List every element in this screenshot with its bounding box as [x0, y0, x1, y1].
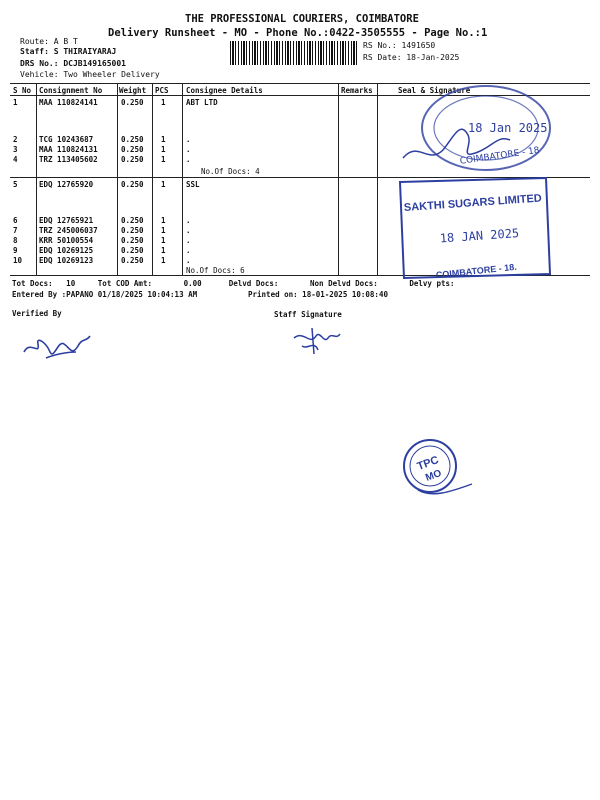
col-header-remarks: Remarks: [341, 86, 373, 95]
weight-cell: 0.250: [121, 145, 144, 154]
weight-cell: 0.250: [121, 180, 144, 189]
col-header-seal: Seal & Signature: [398, 86, 471, 95]
rs-date: RS Date: 18-Jan-2025: [363, 53, 460, 62]
sno-cell: 7: [13, 226, 18, 235]
barcode: [230, 41, 358, 65]
consignment-cell: KRR 50100554: [39, 236, 94, 245]
weight-cell: 0.250: [121, 236, 144, 245]
consignment-cell: TCG 10243687: [39, 135, 94, 144]
weight-cell: 0.250: [121, 246, 144, 255]
col-header-consignment: Consignment No: [39, 86, 103, 95]
pcs-cell: 1: [161, 256, 166, 265]
docs-count: No.Of Docs: 4: [201, 167, 260, 176]
pcs-cell: 1: [161, 135, 166, 144]
pcs-cell: 1: [161, 246, 166, 255]
consignment-cell: TRZ 245006037: [39, 226, 98, 235]
route-label: Route: A B T: [20, 37, 78, 46]
sno-cell: 10: [13, 256, 23, 265]
detail-cell: .: [186, 216, 191, 225]
pcs-cell: 1: [161, 98, 166, 107]
drs-label: DRS No.: DCJB149165001: [20, 59, 126, 68]
col-divider: [377, 83, 378, 275]
entered-by: Entered By :PAPANO 01/18/2025 10:04:13 AM: [12, 290, 198, 299]
col-header-consignee: Consignee Details: [186, 86, 263, 95]
col-header-sno: S No: [13, 86, 32, 95]
sno-cell: 2: [13, 135, 18, 144]
stamp-date: 18 Jan 2025: [468, 121, 548, 135]
detail-cell: .: [186, 145, 191, 154]
rs-number: RS No.: 1491650: [363, 41, 436, 50]
pcs-cell: 1: [161, 236, 166, 245]
col-divider: [182, 83, 183, 275]
sno-cell: 6: [13, 216, 18, 225]
col-divider: [117, 83, 118, 275]
sno-cell: 3: [13, 145, 18, 154]
printed-on: Printed on: 18-01-2025 10:08:40: [248, 290, 388, 299]
stamp-city: COIMBATORE - 18: [459, 145, 541, 167]
company-title: THE PROFESSIONAL COURIERS, COIMBATORE: [185, 13, 419, 25]
docs-count: No.Of Docs: 6: [186, 266, 245, 275]
col-divider: [152, 83, 153, 275]
company-rect-stamp: [396, 176, 554, 284]
pcs-cell: 1: [161, 216, 166, 225]
sno-cell: 1: [13, 98, 18, 107]
col-divider: [338, 83, 339, 275]
col-header-pcs: PCS: [155, 86, 169, 95]
staff-signature: [288, 320, 348, 360]
detail-cell: .: [186, 246, 191, 255]
consignment-cell: EDQ 12765921: [39, 216, 94, 225]
consignment-cell: MAA 110824131: [39, 145, 98, 154]
col-divider: [36, 83, 37, 275]
detail-cell: .: [186, 135, 191, 144]
sno-cell: 9: [13, 246, 18, 255]
stamp-company-name: SAKTHI SUGARS LIMITED: [403, 192, 543, 215]
consignment-cell: EDQ 10269123: [39, 256, 94, 265]
consignment-cell: TRZ 113405602: [39, 155, 98, 164]
totals-line: Tot Docs: 10 Tot COD Amt: 0.00 Delvd Docs: Non Delvd Docs: Delvy pts:: [12, 279, 455, 288]
mo-label: MO: [424, 467, 444, 484]
stamp-rect-city: COIMBATORE - 18.: [435, 261, 518, 281]
weight-cell: 0.250: [121, 256, 144, 265]
sno-cell: 4: [13, 155, 18, 164]
weight-cell: 0.250: [121, 226, 144, 235]
weight-cell: 0.250: [121, 155, 144, 164]
weight-cell: 0.250: [121, 135, 144, 144]
detail-cell: .: [186, 236, 191, 245]
consignment-cell: EDQ 10269125: [39, 246, 94, 255]
sno-cell: 5: [13, 180, 18, 189]
consignee-name: ABT LTD: [186, 98, 218, 107]
verified-by-label: Verified By: [12, 309, 62, 318]
staff-signature-label: Staff Signature: [274, 310, 342, 319]
sno-cell: 8: [13, 236, 18, 245]
pcs-cell: 1: [161, 145, 166, 154]
weight-cell: 0.250: [121, 98, 144, 107]
weight-cell: 0.250: [121, 216, 144, 225]
staff-label: Staff: S THIRAIYARAJ: [20, 47, 117, 56]
stamp-rect-date: 18 JAN 2025: [439, 225, 520, 246]
tpc-round-stamp: [398, 434, 482, 504]
pcs-cell: 1: [161, 180, 166, 189]
col-header-weight: Weight: [119, 86, 147, 95]
pcs-cell: 1: [161, 226, 166, 235]
tpc-label: TPC: [415, 454, 441, 473]
consignment-cell: MAA 110824141: [39, 98, 98, 107]
round-seal-stamp: [398, 80, 568, 180]
consignment-cell: EDQ 12765920: [39, 180, 94, 189]
vehicle-label: Vehicle: Two Wheeler Delivery: [20, 70, 160, 79]
consignee-name: SSL: [186, 180, 200, 189]
detail-cell: .: [186, 155, 191, 164]
detail-cell: .: [186, 256, 191, 265]
runsheet-title: Delivery Runsheet - MO - Phone No.:0422-3505555 - Page No.:1: [108, 27, 488, 39]
detail-cell: .: [186, 226, 191, 235]
verifier-signature: [16, 322, 116, 368]
pcs-cell: 1: [161, 155, 166, 164]
